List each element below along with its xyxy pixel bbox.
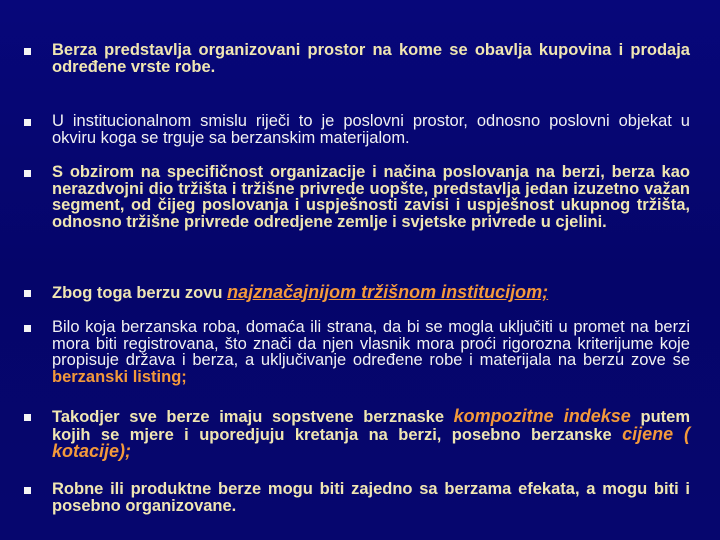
bullet-text xyxy=(52,319,690,385)
bullet-text: Robne ili produktne berze mogu biti zajedno sa berzama efekata, a mogu biti i posebno organizovane. xyxy=(52,480,690,515)
bullet-text: U institucionalnom smislu riječi to je poslovni prostor, odnosno poslovni objekat u okviru koga se trguje sa berzanskim materijalom. xyxy=(52,112,690,147)
highlight-term: najznačajnijom tržišnom institucijom; xyxy=(227,282,549,302)
bullet-text: Berza predstavlja organizovani prostor na kome se obavlja kupovina i prodaja određene vrste robe. xyxy=(52,41,690,76)
bullet-text-lead: Zbog toga berzu zovu xyxy=(52,284,228,302)
bullet-square-icon xyxy=(24,487,31,494)
highlight-term: kompozitne indekse xyxy=(453,406,631,426)
bullet-text xyxy=(52,408,690,461)
bullet-text: S obzirom na specifičnost organizacije i načina poslovanja na berzi, berza kao nerazdvojni dio tržišta i tržišne privrede uopšte, predstavlja jedan izuzetno važan segment, od čijeg poslovanja i uspješnosti zavisi i uspješnost ukupnog tržišta, odnosno tržišne privrede odredjene zemlje i svjetske privrede u cjelini. xyxy=(52,163,690,231)
bullet-text-lead: Bilo koja berzanska roba, domaća ili strana, da bi se mogla uključiti u promet na berzi mora biti registrovana, što znači da njen vlasnik mora proći rigorozna kriterijume koje propisuje država i berza, a uključivanje određene robe i materijala na berzu zove se xyxy=(52,318,690,369)
bullet-square-icon xyxy=(24,290,31,297)
highlight-term: berzanski listing; xyxy=(52,367,187,386)
bullet-square-icon xyxy=(24,325,31,332)
bullet-text xyxy=(52,284,690,302)
bullet-square-icon xyxy=(24,48,31,55)
highlight-term: cijene ( kotacije); xyxy=(52,423,690,461)
bullet-square-icon xyxy=(24,119,31,126)
bullet-text-middle: putem kojih se mjere i uporedjuju kretanja na berzi, posebno berzanske xyxy=(52,408,690,444)
bullet-square-icon xyxy=(24,414,31,421)
bullet-text-lead: Takodjer sve berze imaju sopstvene berznaske xyxy=(52,408,454,426)
bullet-square-icon xyxy=(24,170,31,177)
